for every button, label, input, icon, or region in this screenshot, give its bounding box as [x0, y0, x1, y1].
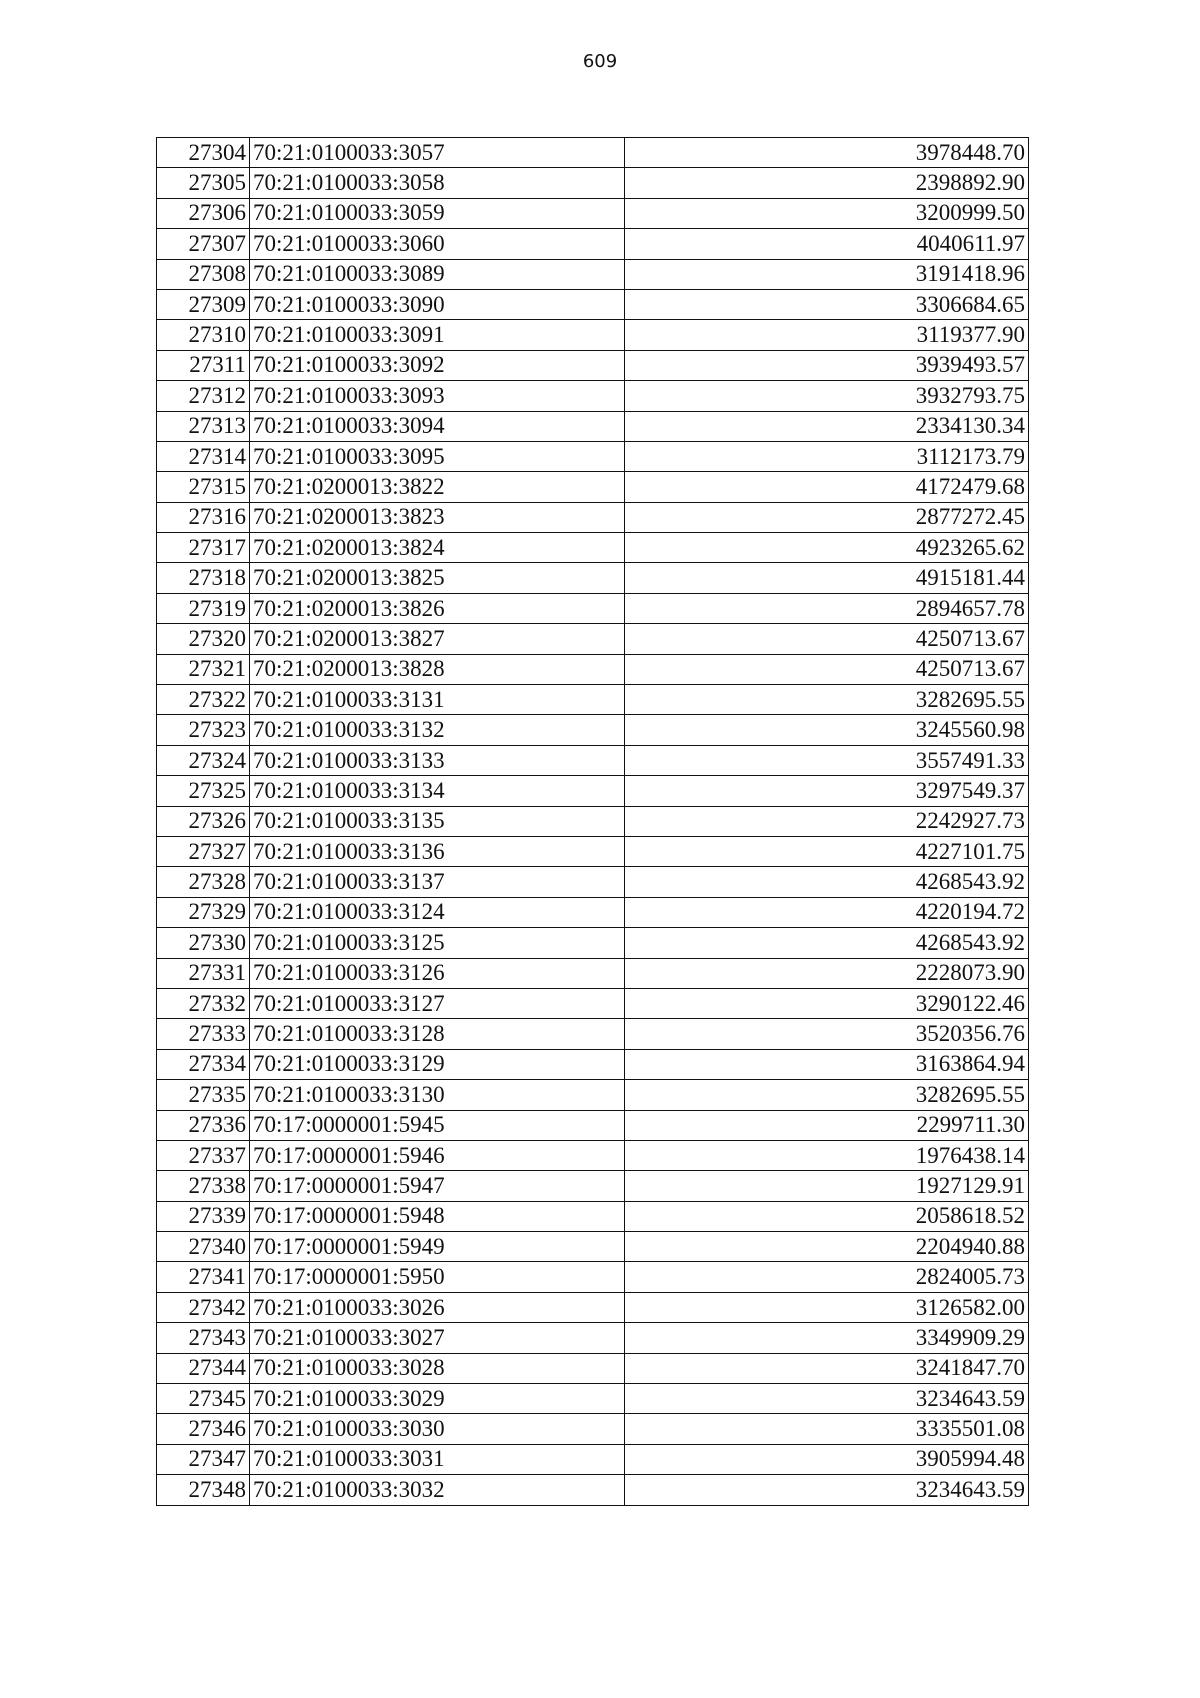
- table-row: [157, 1080, 1029, 1110]
- row-number-cell: 27318: [157, 563, 250, 593]
- row-number-cell: 27321: [157, 654, 250, 684]
- cadastral-number-cell: 70:21:0100033:3031: [249, 1444, 624, 1474]
- row-number-cell: 27327: [157, 836, 250, 866]
- value-cell: 3241847.70: [624, 1353, 1028, 1383]
- table-row: [157, 1292, 1029, 1322]
- cadastral-number-cell: 70:21:0200013:3826: [249, 593, 624, 623]
- cadastral-number-cell: 70:21:0100033:3057: [249, 138, 624, 168]
- table-row: [157, 533, 1029, 563]
- cadastral-number-cell: 70:21:0100033:3133: [249, 745, 624, 775]
- cadastral-number-cell: 70:21:0200013:3825: [249, 563, 624, 593]
- row-number-cell: 27332: [157, 988, 250, 1018]
- value-cell: 3520356.76: [624, 1019, 1028, 1049]
- row-number-cell: 27336: [157, 1110, 250, 1140]
- table-row: [157, 1444, 1029, 1474]
- value-cell: 3200999.50: [624, 198, 1028, 228]
- cadastral-number-cell: 70:21:0100033:3030: [249, 1414, 624, 1444]
- table-row: [157, 563, 1029, 593]
- value-cell: 3282695.55: [624, 685, 1028, 715]
- table-row: [157, 988, 1029, 1018]
- table-row: [157, 928, 1029, 958]
- row-number-cell: 27308: [157, 259, 250, 289]
- cadastral-number-cell: 70:21:0100033:3125: [249, 928, 624, 958]
- table-row: [157, 806, 1029, 836]
- table-row: [157, 1171, 1029, 1201]
- cadastral-number-cell: 70:21:0100033:3095: [249, 441, 624, 471]
- value-cell: 3163864.94: [624, 1049, 1028, 1079]
- cadastral-number-cell: 70:21:0100033:3029: [249, 1384, 624, 1414]
- cadastral-number-cell: 70:21:0100033:3089: [249, 259, 624, 289]
- row-number-cell: 27334: [157, 1049, 250, 1079]
- row-number-cell: 27342: [157, 1292, 250, 1322]
- row-number-cell: 27341: [157, 1262, 250, 1292]
- cadastral-number-cell: 70:21:0200013:3823: [249, 502, 624, 532]
- row-number-cell: 27339: [157, 1201, 250, 1231]
- value-cell: 3234643.59: [624, 1384, 1028, 1414]
- row-number-cell: 27307: [157, 229, 250, 259]
- row-number-cell: 27311: [157, 350, 250, 380]
- value-cell: 3349909.29: [624, 1323, 1028, 1353]
- value-cell: 3112173.79: [624, 441, 1028, 471]
- row-number-cell: 27328: [157, 867, 250, 897]
- row-number-cell: 27314: [157, 441, 250, 471]
- cadastral-number-cell: 70:21:0100033:3028: [249, 1353, 624, 1383]
- value-cell: 4923265.62: [624, 533, 1028, 563]
- cadastral-number-cell: 70:21:0100033:3127: [249, 988, 624, 1018]
- cadastral-number-cell: 70:21:0100033:3093: [249, 381, 624, 411]
- row-number-cell: 27322: [157, 685, 250, 715]
- table-row: [157, 593, 1029, 623]
- value-cell: 3939493.57: [624, 350, 1028, 380]
- row-number-cell: 27313: [157, 411, 250, 441]
- row-number-cell: 27340: [157, 1232, 250, 1262]
- table-row: [157, 229, 1029, 259]
- table-row: [157, 1414, 1029, 1444]
- row-number-cell: 27344: [157, 1353, 250, 1383]
- table-row: [157, 897, 1029, 927]
- row-number-cell: 27317: [157, 533, 250, 563]
- table-row: [157, 472, 1029, 502]
- value-cell: 3290122.46: [624, 988, 1028, 1018]
- value-cell: 3557491.33: [624, 745, 1028, 775]
- table-row: [157, 198, 1029, 228]
- row-number-cell: 27323: [157, 715, 250, 745]
- cadastral-number-cell: 70:21:0100033:3135: [249, 806, 624, 836]
- value-cell: 4915181.44: [624, 563, 1028, 593]
- table-row: [157, 715, 1029, 745]
- cadastral-table: [156, 137, 1029, 1506]
- row-number-cell: 27337: [157, 1140, 250, 1170]
- cadastral-number-cell: 70:21:0100033:3092: [249, 350, 624, 380]
- cadastral-number-cell: 70:21:0100033:3094: [249, 411, 624, 441]
- value-cell: 3119377.90: [624, 320, 1028, 350]
- row-number-cell: 27310: [157, 320, 250, 350]
- table-row: [157, 776, 1029, 806]
- table-row: [157, 745, 1029, 775]
- row-number-cell: 27338: [157, 1171, 250, 1201]
- value-cell: 4227101.75: [624, 836, 1028, 866]
- table-row: [157, 836, 1029, 866]
- table-row: [157, 1475, 1029, 1505]
- value-cell: 3126582.00: [624, 1292, 1028, 1322]
- table-row: [157, 1262, 1029, 1292]
- row-number-cell: 27331: [157, 958, 250, 988]
- row-number-cell: 27346: [157, 1414, 250, 1444]
- table-row: [157, 259, 1029, 289]
- value-cell: 2877272.45: [624, 502, 1028, 532]
- cadastral-number-cell: 70:17:0000001:5945: [249, 1110, 624, 1140]
- value-cell: 4040611.97: [624, 229, 1028, 259]
- cadastral-number-cell: 70:21:0100033:3134: [249, 776, 624, 806]
- value-cell: 3978448.70: [624, 138, 1028, 168]
- cadastral-number-cell: 70:21:0100033:3060: [249, 229, 624, 259]
- value-cell: 3234643.59: [624, 1475, 1028, 1505]
- table-row: [157, 958, 1029, 988]
- row-number-cell: 27312: [157, 381, 250, 411]
- table-row: [157, 1323, 1029, 1353]
- cadastral-number-cell: 70:17:0000001:5950: [249, 1262, 624, 1292]
- table-row: [157, 289, 1029, 319]
- table-row: [157, 502, 1029, 532]
- row-number-cell: 27347: [157, 1444, 250, 1474]
- page-number: 609: [582, 51, 618, 72]
- row-number-cell: 27348: [157, 1475, 250, 1505]
- value-cell: 3297549.37: [624, 776, 1028, 806]
- value-cell: 2398892.90: [624, 168, 1028, 198]
- row-number-cell: 27345: [157, 1384, 250, 1414]
- cadastral-number-cell: 70:21:0100033:3026: [249, 1292, 624, 1322]
- value-cell: 4268543.92: [624, 867, 1028, 897]
- cadastral-number-cell: 70:21:0100033:3129: [249, 1049, 624, 1079]
- row-number-cell: 27325: [157, 776, 250, 806]
- table-row: [157, 685, 1029, 715]
- table-row: [157, 867, 1029, 897]
- table-row: [157, 1384, 1029, 1414]
- cadastral-number-cell: 70:17:0000001:5946: [249, 1140, 624, 1170]
- cadastral-number-cell: 70:21:0100033:3059: [249, 198, 624, 228]
- value-cell: 2299711.30: [624, 1110, 1028, 1140]
- value-cell: 4268543.92: [624, 928, 1028, 958]
- table-row: [157, 1110, 1029, 1140]
- cadastral-number-cell: 70:21:0200013:3824: [249, 533, 624, 563]
- table-row: [157, 441, 1029, 471]
- value-cell: 3306684.65: [624, 289, 1028, 319]
- cadastral-number-cell: 70:21:0100033:3091: [249, 320, 624, 350]
- value-cell: 3932793.75: [624, 381, 1028, 411]
- cadastral-number-cell: 70:17:0000001:5949: [249, 1232, 624, 1262]
- table-row: [157, 320, 1029, 350]
- row-number-cell: 27329: [157, 897, 250, 927]
- value-cell: 2228073.90: [624, 958, 1028, 988]
- table-row: [157, 168, 1029, 198]
- row-number-cell: 27306: [157, 198, 250, 228]
- cadastral-number-cell: 70:21:0100033:3128: [249, 1019, 624, 1049]
- value-cell: 2824005.73: [624, 1262, 1028, 1292]
- row-number-cell: 27319: [157, 593, 250, 623]
- value-cell: 4250713.67: [624, 624, 1028, 654]
- value-cell: 2242927.73: [624, 806, 1028, 836]
- value-cell: 4220194.72: [624, 897, 1028, 927]
- row-number-cell: 27304: [157, 138, 250, 168]
- cadastral-number-cell: 70:17:0000001:5947: [249, 1171, 624, 1201]
- table-row: [157, 1232, 1029, 1262]
- table-row: [157, 1201, 1029, 1231]
- value-cell: 3245560.98: [624, 715, 1028, 745]
- row-number-cell: 27326: [157, 806, 250, 836]
- cadastral-number-cell: 70:21:0100033:3058: [249, 168, 624, 198]
- row-number-cell: 27316: [157, 502, 250, 532]
- row-number-cell: 27333: [157, 1019, 250, 1049]
- row-number-cell: 27315: [157, 472, 250, 502]
- value-cell: 3191418.96: [624, 259, 1028, 289]
- table-row: [157, 624, 1029, 654]
- cadastral-number-cell: 70:21:0100033:3137: [249, 867, 624, 897]
- cadastral-number-cell: 70:21:0100033:3027: [249, 1323, 624, 1353]
- cadastral-number-cell: 70:21:0100033:3090: [249, 289, 624, 319]
- value-cell: 4172479.68: [624, 472, 1028, 502]
- table-row: [157, 1353, 1029, 1383]
- row-number-cell: 27335: [157, 1080, 250, 1110]
- table-row: [157, 1019, 1029, 1049]
- table-row: [157, 381, 1029, 411]
- value-cell: 2334130.34: [624, 411, 1028, 441]
- row-number-cell: 27305: [157, 168, 250, 198]
- value-cell: 1927129.91: [624, 1171, 1028, 1201]
- table-body: [157, 138, 1029, 1506]
- row-number-cell: 27309: [157, 289, 250, 319]
- table-row: [157, 1140, 1029, 1170]
- table-row: [157, 1049, 1029, 1079]
- table-row: [157, 350, 1029, 380]
- value-cell: 3282695.55: [624, 1080, 1028, 1110]
- cadastral-number-cell: 70:21:0200013:3822: [249, 472, 624, 502]
- row-number-cell: 27330: [157, 928, 250, 958]
- cadastral-number-cell: 70:21:0100033:3124: [249, 897, 624, 927]
- cadastral-number-cell: 70:21:0100033:3132: [249, 715, 624, 745]
- table-row: [157, 654, 1029, 684]
- value-cell: 1976438.14: [624, 1140, 1028, 1170]
- value-cell: 3335501.08: [624, 1414, 1028, 1444]
- row-number-cell: 27320: [157, 624, 250, 654]
- value-cell: 3905994.48: [624, 1444, 1028, 1474]
- table-row: [157, 138, 1029, 168]
- cadastral-number-cell: 70:21:0100033:3130: [249, 1080, 624, 1110]
- table-row: [157, 411, 1029, 441]
- cadastral-number-cell: 70:21:0200013:3828: [249, 654, 624, 684]
- row-number-cell: 27343: [157, 1323, 250, 1353]
- row-number-cell: 27324: [157, 745, 250, 775]
- value-cell: 4250713.67: [624, 654, 1028, 684]
- value-cell: 2204940.88: [624, 1232, 1028, 1262]
- cadastral-number-cell: 70:21:0200013:3827: [249, 624, 624, 654]
- value-cell: 2058618.52: [624, 1201, 1028, 1231]
- cadastral-number-cell: 70:21:0100033:3126: [249, 958, 624, 988]
- cadastral-number-cell: 70:21:0100033:3136: [249, 836, 624, 866]
- value-cell: 2894657.78: [624, 593, 1028, 623]
- cadastral-number-cell: 70:21:0100033:3032: [249, 1475, 624, 1505]
- cadastral-number-cell: 70:17:0000001:5948: [249, 1201, 624, 1231]
- cadastral-number-cell: 70:21:0100033:3131: [249, 685, 624, 715]
